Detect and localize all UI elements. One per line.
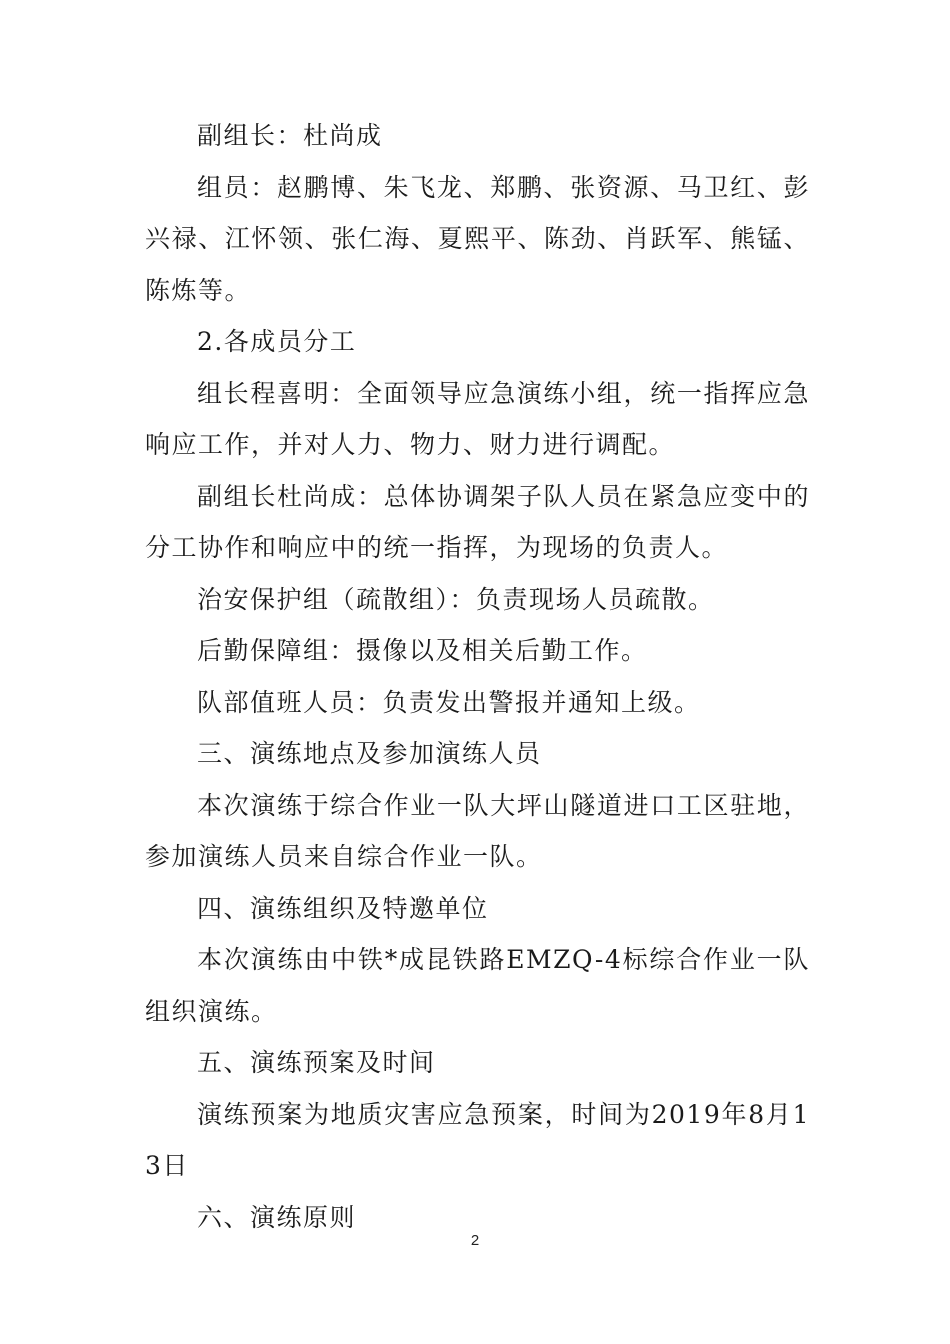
paragraph-drill-location: 本次演练于综合作业一队大坪山隧道进口工区驻地，参加演练人员来自综合作业一队。 — [145, 790, 810, 871]
heading-section-three: 三、演练地点及参加演练人员 — [197, 739, 542, 768]
paragraph-deputy-leader: 副组长：杜尚成 — [197, 121, 383, 150]
heading-member-division: 2.各成员分工 — [197, 327, 357, 356]
paragraph-drill-organizer: 本次演练由中铁*成昆铁路EMZQ-4标综合作业一队组织演练。 — [145, 945, 810, 1026]
paragraph-logistics-group: 后勤保障组：摄像以及相关后勤工作。 — [197, 636, 648, 665]
paragraph-leader-duty: 组长程喜明：全面领导应急演练小组，统一指挥应急响应工作，并对人力、物力、财力进行调配。 — [145, 378, 810, 459]
heading-section-five: 五、演练预案及时间 — [197, 1048, 436, 1077]
paragraph-deputy-duty: 副组长杜尚成：总体协调架子队人员在紧急应变中的分工协作和响应中的统一指挥，为现场的负责人。 — [145, 481, 810, 562]
document-body — [145, 110, 810, 1243]
heading-section-six: 六、演练原则 — [197, 1202, 357, 1232]
heading-section-four: 四、演练组织及特邀单位 — [197, 893, 489, 923]
page-number: 2 — [470, 1232, 480, 1249]
paragraph-drill-plan-time: 演练预案为地质灾害应急预案，时间为2019年8月13日 — [145, 1099, 810, 1180]
paragraph-duty-staff: 队部值班人员：负责发出警报并通知上级。 — [197, 687, 701, 717]
paragraph-security-group: 治安保护组（疏散组）：负责现场人员疏散。 — [197, 584, 715, 614]
paragraph-members: 组员：赵鹏博、朱飞龙、郑鹏、张资源、马卫红、彭兴禄、江怀领、张仁海、夏熙平、陈劲、肖跃军、熊锰、陈炼等。 — [145, 172, 810, 305]
